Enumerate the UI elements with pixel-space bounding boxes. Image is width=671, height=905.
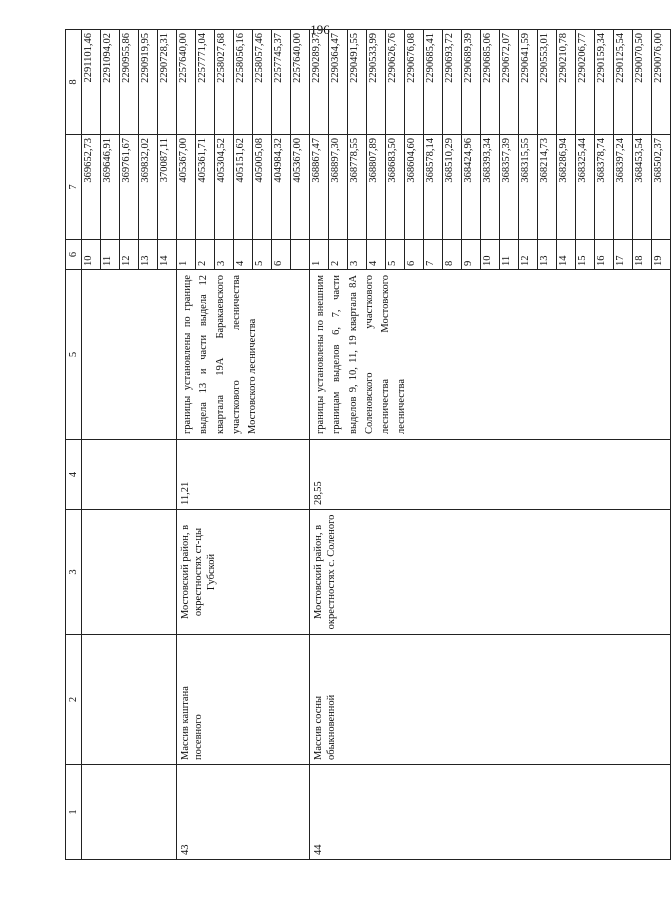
continued-empty-cell — [82, 510, 177, 635]
point-number: 14 — [158, 240, 177, 270]
point-number: 5 — [386, 240, 405, 270]
record-description: границы установлены по границе выдела 13 и части выдела 12 квартала 19А Баракаевского участкового лесничества Мостовского лесничества — [177, 270, 310, 440]
coordinate-y: 2258027,68 — [215, 30, 234, 135]
point-number: 9 — [462, 240, 481, 270]
record-name: Массив каштана посевного — [177, 635, 310, 765]
point-number: 6 — [405, 240, 424, 270]
coordinate-x: 368604,60 — [405, 135, 424, 240]
point-number: 7 — [424, 240, 443, 270]
coordinate-x: 405361,71 — [196, 135, 215, 240]
record-area: 28,55 — [310, 440, 671, 510]
column-number-header: 5 — [66, 270, 82, 440]
coordinate-x: 368286,94 — [557, 135, 576, 240]
continued-empty-cell — [82, 270, 177, 440]
coordinate-y: 2290689,39 — [462, 30, 481, 135]
coordinate-y: 2290676,08 — [405, 30, 424, 135]
coordinate-x: 368502,37 — [652, 135, 671, 240]
coordinate-x: 405367,00 — [291, 135, 310, 240]
point-number: 6 — [272, 240, 291, 270]
point-number: 16 — [595, 240, 614, 270]
record-location: Мостовский район, в окрестностях с. Соленого — [310, 510, 671, 635]
continued-empty-cell — [82, 765, 177, 860]
coordinate-y: 2257640,00 — [177, 30, 196, 135]
point-number: 14 — [557, 240, 576, 270]
coordinate-x: 368807,89 — [367, 135, 386, 240]
coordinate-x: 368453,54 — [633, 135, 652, 240]
column-number-header: 3 — [66, 510, 82, 635]
coordinate-y: 2290159,34 — [595, 30, 614, 135]
column-number-header: 2 — [66, 635, 82, 765]
coordinate-x: 368897,30 — [329, 135, 348, 240]
coordinate-y: 2290685,41 — [424, 30, 443, 135]
coordinate-x: 368424,96 — [462, 135, 481, 240]
coordinate-y: 2290955,86 — [120, 30, 139, 135]
record-location: Мостовский район, в окрестностях ст-цы Губской — [177, 510, 310, 635]
coordinate-x: 368510,29 — [443, 135, 462, 240]
point-number: 18 — [633, 240, 652, 270]
coordinate-x: 368397,24 — [614, 135, 633, 240]
coordinate-y: 2290125,54 — [614, 30, 633, 135]
coordinate-y: 2257745,37 — [272, 30, 291, 135]
continued-empty-cell — [82, 440, 177, 510]
coordinate-y: 2290641,59 — [519, 30, 538, 135]
column-number-header: 6 — [66, 240, 82, 270]
coordinate-x: 368378,74 — [595, 135, 614, 240]
coordinate-x: 368578,14 — [424, 135, 443, 240]
coordinate-y: 2290685,06 — [481, 30, 500, 135]
point-number: 19 — [652, 240, 671, 270]
coordinate-y: 2291101,46 — [82, 30, 101, 135]
coordinate-x: 369761,67 — [120, 135, 139, 240]
coordinate-y: 2290693,72 — [443, 30, 462, 135]
coordinates-table — [65, 29, 671, 860]
coordinate-y: 2257640,00 — [291, 30, 310, 135]
table-body — [66, 30, 671, 860]
record-number: 44 — [310, 765, 671, 860]
coordinate-x: 405304,52 — [215, 135, 234, 240]
coordinate-x: 370087,11 — [158, 135, 177, 240]
point-number: 10 — [481, 240, 500, 270]
coordinate-y: 2290206,77 — [576, 30, 595, 135]
record-area: 11,21 — [177, 440, 310, 510]
coordinate-y: 2258056,16 — [234, 30, 253, 135]
coordinate-y: 2290364,47 — [329, 30, 348, 135]
column-number-header: 7 — [66, 135, 82, 240]
point-number — [291, 240, 310, 270]
coordinate-x: 368867,47 — [310, 135, 329, 240]
record-description: границы установлены по внешним границам выделов 6, 7, части выделов 9, 10, 11, 19 квартала 8А Соленовского участкового лесничества Мостовского лесничества — [310, 270, 671, 440]
point-number: 17 — [614, 240, 633, 270]
coordinate-y: 2291094,02 — [101, 30, 120, 135]
coordinate-x: 368357,39 — [500, 135, 519, 240]
point-number: 8 — [443, 240, 462, 270]
point-number: 4 — [234, 240, 253, 270]
point-number: 1 — [310, 240, 329, 270]
point-number: 12 — [519, 240, 538, 270]
point-number: 2 — [329, 240, 348, 270]
record-number: 43 — [177, 765, 310, 860]
point-number: 13 — [139, 240, 158, 270]
point-number: 10 — [82, 240, 101, 270]
coordinate-y: 2290533,99 — [367, 30, 386, 135]
point-number: 3 — [215, 240, 234, 270]
coordinate-x: 369832,02 — [139, 135, 158, 240]
point-number: 11 — [101, 240, 120, 270]
coordinate-x: 368683,50 — [386, 135, 405, 240]
coordinate-x: 368214,73 — [538, 135, 557, 240]
coordinate-x: 369646,91 — [101, 135, 120, 240]
coordinate-x: 368393,34 — [481, 135, 500, 240]
coordinate-x: 404984,32 — [272, 135, 291, 240]
coordinate-y: 2290919,95 — [139, 30, 158, 135]
column-number-header: 8 — [66, 30, 82, 135]
page-number: 196 — [310, 22, 330, 37]
point-number: 3 — [348, 240, 367, 270]
point-number: 15 — [576, 240, 595, 270]
table-row — [82, 30, 101, 860]
record-name: Массив сосны обыкновенной — [310, 635, 671, 765]
point-number: 11 — [500, 240, 519, 270]
coordinate-y: 2290070,50 — [633, 30, 652, 135]
coordinate-x: 368315,55 — [519, 135, 538, 240]
table-row — [177, 30, 196, 860]
point-number: 5 — [253, 240, 272, 270]
point-number: 12 — [120, 240, 139, 270]
coordinate-y: 2257771,04 — [196, 30, 215, 135]
coordinate-x: 369652,73 — [82, 135, 101, 240]
coordinate-x: 405005,08 — [253, 135, 272, 240]
coordinate-y: 2290626,76 — [386, 30, 405, 135]
coordinate-y: 2290210,78 — [557, 30, 576, 135]
coordinate-x: 368778,55 — [348, 135, 367, 240]
point-number: 13 — [538, 240, 557, 270]
coordinate-x: 368325,44 — [576, 135, 595, 240]
point-number: 4 — [367, 240, 386, 270]
coordinate-y: 2290728,31 — [158, 30, 177, 135]
point-number: 1 — [177, 240, 196, 270]
header-row — [66, 30, 82, 860]
coordinate-y: 2258057,46 — [253, 30, 272, 135]
coordinate-y: 2290553,01 — [538, 30, 557, 135]
point-number: 2 — [196, 240, 215, 270]
coordinate-y: 2290672,07 — [500, 30, 519, 135]
table-row — [310, 30, 329, 860]
column-number-header: 4 — [66, 440, 82, 510]
coordinate-x: 405367,00 — [177, 135, 196, 240]
coordinate-y: 2290076,00 — [652, 30, 671, 135]
column-number-header: 1 — [66, 765, 82, 860]
coordinate-y: 2290491,55 — [348, 30, 367, 135]
continued-empty-cell — [82, 635, 177, 765]
coordinate-y: 2290289,37 — [310, 30, 329, 135]
rotated-table-container — [65, 30, 664, 860]
coordinate-x: 405151,62 — [234, 135, 253, 240]
